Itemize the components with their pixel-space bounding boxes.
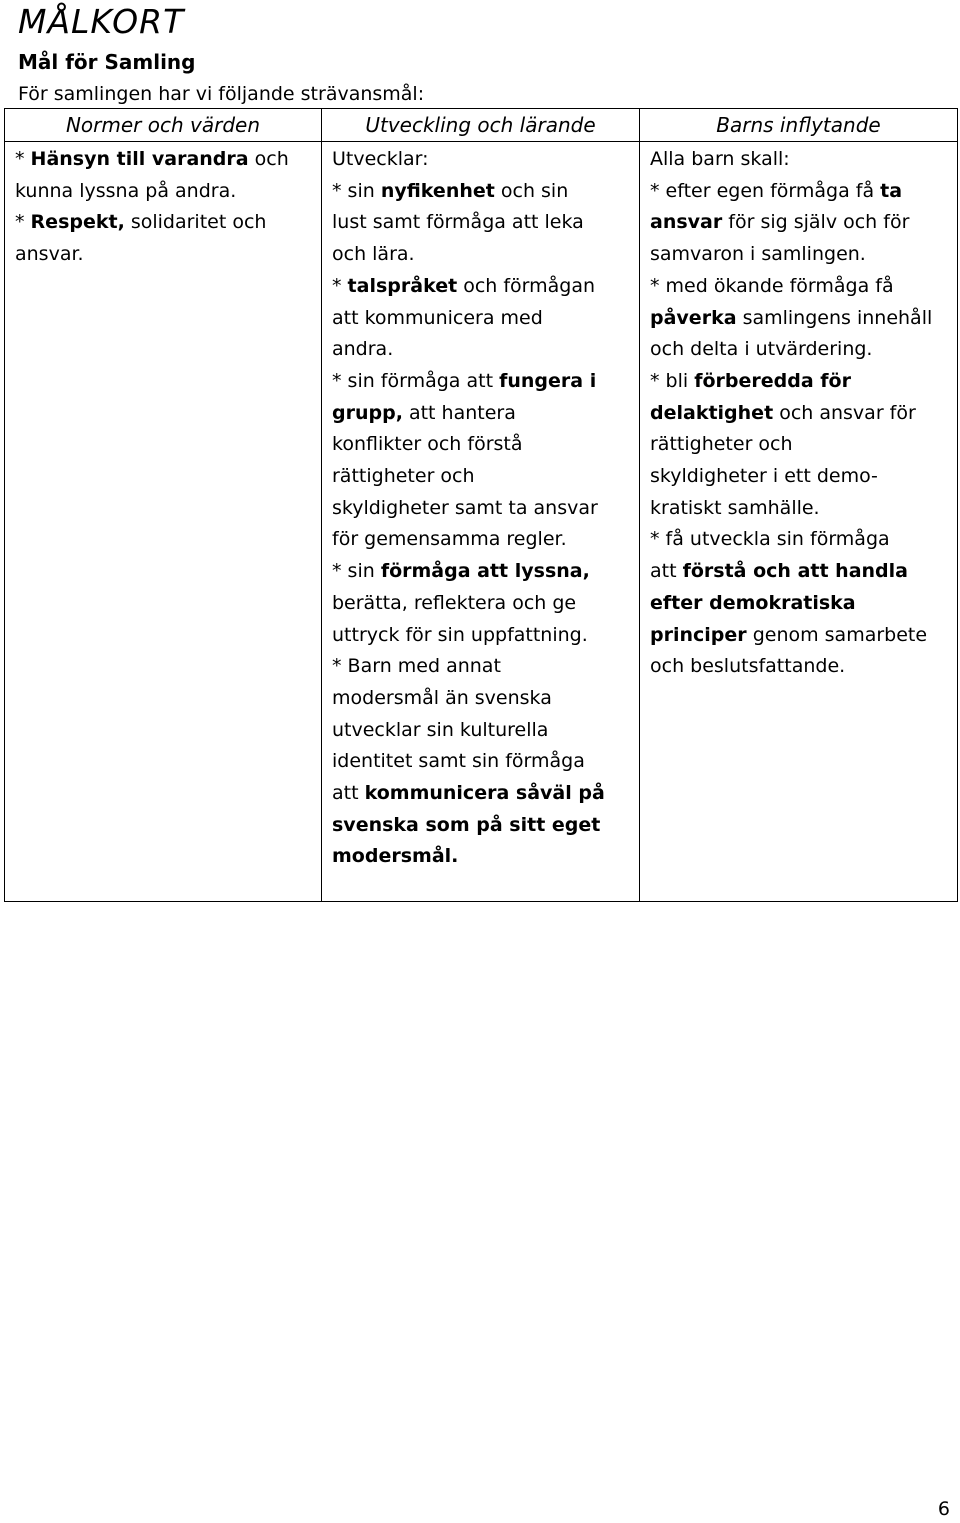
cell-line xyxy=(332,810,631,842)
cell-line xyxy=(650,239,949,271)
cell-line xyxy=(332,651,631,683)
cell-line xyxy=(332,461,631,493)
text: att xyxy=(650,560,683,583)
text: uttryck för sin uppfattning. xyxy=(332,623,588,646)
cell-normer-och-varden xyxy=(5,142,322,902)
text: samlingens innehåll xyxy=(736,306,933,329)
intro-text: För samlingen har vi följande strävansmål: xyxy=(18,83,425,105)
text: lust samt förmåga att leka xyxy=(332,211,584,234)
text: att xyxy=(332,782,365,805)
bold-text: modersmål. xyxy=(332,845,459,868)
text: ansvar. xyxy=(15,243,84,266)
bold-text: förmåga att lyssna, xyxy=(380,560,590,583)
text: * xyxy=(15,211,31,234)
text: samvaron i samlingen. xyxy=(650,243,866,266)
text: * sin xyxy=(332,560,381,583)
text: genom samarbete xyxy=(746,623,928,646)
text: för gemensamma regler. xyxy=(332,528,567,551)
cell-line xyxy=(15,239,313,271)
header-barns-inflytande: Barns inflytande xyxy=(640,109,958,142)
cell-line xyxy=(332,334,631,366)
cell-line xyxy=(650,176,949,208)
cell-line xyxy=(332,524,631,556)
bold-text: påverka xyxy=(650,306,737,329)
text: och lära. xyxy=(332,243,415,266)
cell-line xyxy=(650,271,949,303)
bold-text: fungera i xyxy=(499,369,597,392)
text: utvecklar sin kulturella xyxy=(332,718,549,741)
cell-line xyxy=(650,556,949,588)
cell-line xyxy=(650,524,949,556)
text: * xyxy=(332,274,348,297)
bold-text: principer xyxy=(650,623,747,646)
text: * Barn med annat xyxy=(332,655,501,678)
cell-line xyxy=(332,271,631,303)
text: och ansvar för xyxy=(773,401,916,424)
text: * sin xyxy=(332,179,381,202)
bold-text: svenska som på sitt eget xyxy=(332,813,601,836)
text: Alla barn skall: xyxy=(650,148,790,170)
cell-line xyxy=(650,303,949,335)
cell-line xyxy=(332,493,631,525)
text: för sig själv och för xyxy=(722,211,910,234)
cell-line xyxy=(15,207,313,239)
text: Utvecklar: xyxy=(332,148,429,170)
text: modersmål än svenska xyxy=(332,686,552,709)
table-row xyxy=(5,142,958,902)
text: identitet samt sin förmåga xyxy=(332,750,585,773)
cell-line xyxy=(332,303,631,335)
text: * bli xyxy=(650,369,695,392)
text: * sin förmåga att xyxy=(332,369,500,392)
bold-text: kommunicera såväl på xyxy=(364,782,605,805)
bold-text: nyfikenhet xyxy=(380,179,495,202)
text: och beslutsfattande. xyxy=(650,655,846,678)
bold-text: ta xyxy=(880,179,903,202)
text: och xyxy=(248,148,289,170)
bold-text: förstå och att handla xyxy=(682,560,908,583)
page-title: MÅLKORT xyxy=(18,2,185,41)
cell-barns-inflytande xyxy=(640,142,958,902)
text: andra. xyxy=(332,338,394,361)
text: och sin xyxy=(494,179,569,202)
page-number: 6 xyxy=(937,1498,950,1520)
cell-line xyxy=(332,841,631,873)
cell-line xyxy=(332,715,631,747)
text: rättigheter och xyxy=(650,433,793,456)
cell-line xyxy=(332,176,631,208)
cell-line xyxy=(650,461,949,493)
cell-line xyxy=(15,144,313,176)
cell-line xyxy=(332,207,631,239)
cell-line xyxy=(332,746,631,778)
text: kunna lyssna på andra. xyxy=(15,179,237,202)
cell-line xyxy=(650,429,949,461)
cell-line xyxy=(332,398,631,430)
text: * med ökande förmåga få xyxy=(650,274,894,297)
cell-line xyxy=(332,429,631,461)
text: solidaritet och xyxy=(124,211,267,234)
cell-line xyxy=(650,398,949,430)
text: * xyxy=(15,148,31,170)
text: * få utveckla sin förmåga xyxy=(650,528,890,551)
cell-line xyxy=(332,620,631,652)
text: att kommunicera med xyxy=(332,306,543,329)
cell-line xyxy=(332,239,631,271)
cell-line xyxy=(650,493,949,525)
text: kratiskt samhälle. xyxy=(650,496,820,519)
cell-utveckling-och-larande xyxy=(322,142,640,902)
cell-line xyxy=(332,588,631,620)
bold-text: efter demokratiska xyxy=(650,591,856,614)
text: skyldigheter samt ta ansvar xyxy=(332,496,598,519)
bold-text: förberedda för xyxy=(694,369,851,392)
bold-text: ansvar xyxy=(650,211,723,234)
table-header-row xyxy=(5,109,958,142)
cell-line xyxy=(650,620,949,652)
bold-text: Respekt, xyxy=(30,211,125,234)
cell-line xyxy=(332,683,631,715)
text: och förmågan xyxy=(457,274,596,297)
cell-line xyxy=(332,144,631,176)
text: berätta, reflektera och ge xyxy=(332,591,577,614)
cell-line xyxy=(650,144,949,176)
section-subtitle: Mål för Samling xyxy=(18,50,196,74)
cell-line xyxy=(332,366,631,398)
cell-line xyxy=(650,366,949,398)
goals-table xyxy=(4,108,958,902)
cell-line xyxy=(650,207,949,239)
cell-line xyxy=(15,176,313,208)
text: rättigheter och xyxy=(332,465,475,488)
cell-line xyxy=(650,334,949,366)
text: * efter egen förmåga få xyxy=(650,179,881,202)
bold-text: delaktighet xyxy=(650,401,774,424)
header-utveckling-och-larande: Utveckling och lärande xyxy=(322,109,640,142)
text: skyldigheter i ett demo- xyxy=(650,465,878,488)
bold-text: Hänsyn till varandra xyxy=(30,148,249,170)
cell-line xyxy=(650,588,949,620)
text: att hantera xyxy=(402,401,516,424)
bold-text: talspråket xyxy=(347,274,458,297)
text: konflikter och förstå xyxy=(332,433,523,456)
text: och delta i utvärdering. xyxy=(650,338,873,361)
cell-line xyxy=(332,556,631,588)
header-normer-och-varden: Normer och värden xyxy=(5,109,322,142)
bold-text: grupp, xyxy=(332,401,403,424)
cell-line xyxy=(650,651,949,683)
cell-line xyxy=(332,778,631,810)
